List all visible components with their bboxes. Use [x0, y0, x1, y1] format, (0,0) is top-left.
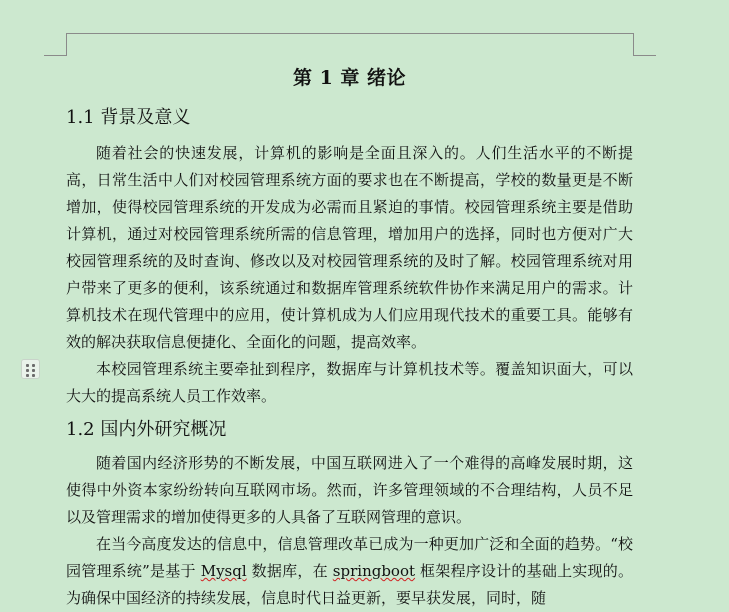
paragraph-text: 数据库，在: [246, 562, 333, 580]
spellcheck-word-springboot[interactable]: springboot: [332, 562, 416, 580]
paragraph-text: 框架程序设计的基础上实现的。为确保中国经济的持续发展，信息时代日益更新，要早获发展，同时，随: [66, 562, 633, 607]
body-paragraph: 本校园管理系统主要牵扯到程序，数据库与计算机技术等。覆盖知识面大，可以大大的提高系统人员工作效率。: [66, 360, 633, 405]
section-title-background: 1.1 背景及意义: [66, 107, 191, 128]
body-paragraph: [66, 531, 633, 612]
spellcheck-word-mysql[interactable]: Mysql: [200, 562, 247, 580]
page-header-margin-line: [66, 33, 633, 34]
document-body[interactable]: [66, 60, 633, 612]
page-corner-top-right: [633, 33, 656, 56]
chapter-title: 第 1 章 绪论: [292, 67, 407, 89]
body-paragraph: 随着国内经济形势的不断发展，中国互联网进入了一个难得的高峰发展时期，这使得中外资本家纷纷转向互联网市场。然而，许多管理领域的不合理结构，人员不足以及管理需求的增加使得更多的人具备了互联网管理的意识。: [66, 454, 633, 526]
section-title-research-overview: 1.2 国内外研究概况: [66, 419, 227, 440]
page-corner-top-left: [44, 33, 67, 56]
body-paragraph: 随着社会的快速发展，计算机的影响是全面且深入的。人们生活水平的不断提高，日常生活中人们对校园管理系统方面的要求也在不断提高，学校的数量更是不断增加，使得校园管理系统的开发成为必需而且紧迫的事情。校园管理系统主要是借助计算机，通过对校园管理系统所需的信息管理，增加用户的选择，同时也方便对广大校园管理系统的及时查询、修改以及对校园管理系统的及时了解。校园管理系统对用户带来了更多的便利，该系统通过和数据库管理系统软件协作来满足用户的需求。计算机技术在现代管理中的应用，使计算机成为人们应用现代技术的重要工具。能够有效的解决获取信息便捷化、全面化的问题，提高效率。: [66, 144, 633, 351]
paragraph-drag-handle-icon[interactable]: [21, 359, 40, 379]
paragraph-text: 在当今高度发达的信息中，信息管理改革已成为一种更加广泛和全面的趋势。“校园管理系统”是基于: [66, 535, 633, 580]
